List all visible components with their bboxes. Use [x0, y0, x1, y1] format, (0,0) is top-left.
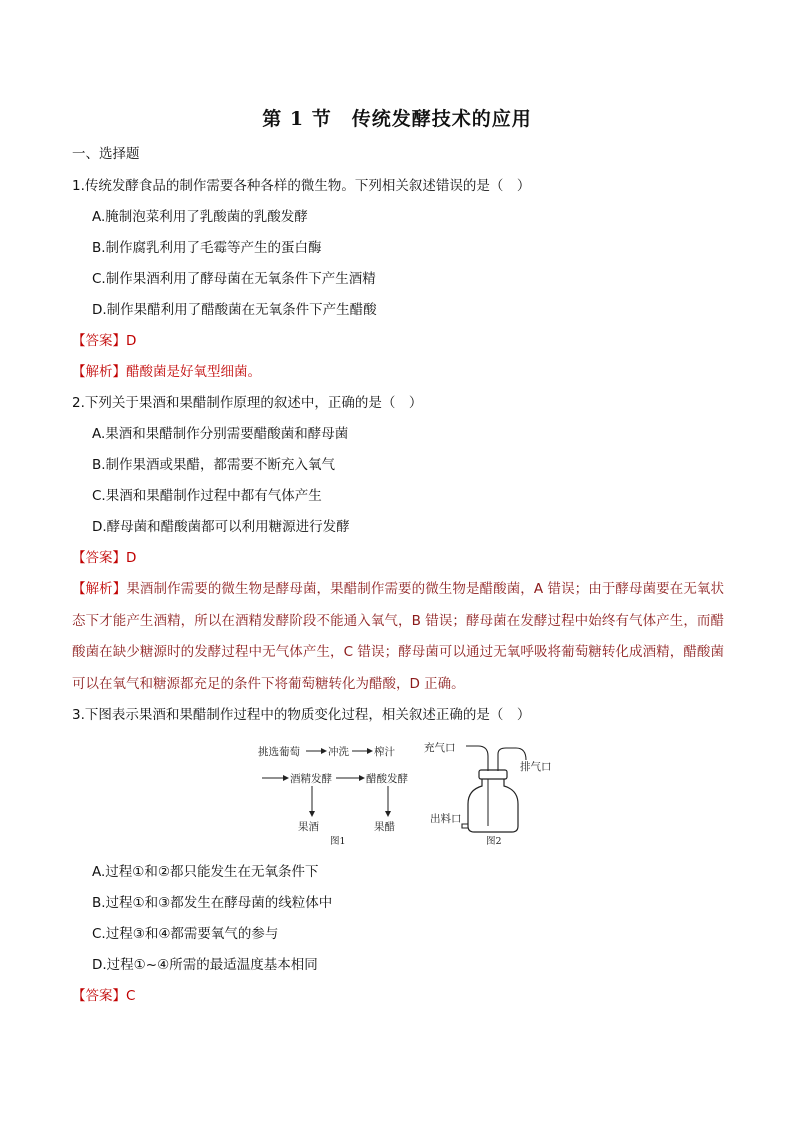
question-1-option-b: B.制作腐乳利用了毛霉等产生的蛋白酶 [92, 240, 322, 256]
analysis-tag: 【解析】 [72, 581, 127, 597]
question-2-option-c: C.果酒和果醋制作过程中都有气体产生 [92, 488, 322, 504]
question-3-option-d: D.过程①~④所需的最适温度基本相同 [92, 957, 318, 973]
question-2-option-b: B.制作果酒或果醋，都需要不断充入氧气 [92, 457, 336, 473]
answer-tag: 【答案】 [72, 550, 126, 566]
question-1-option-c: C.制作果酒利用了酵母菌在无氧条件下产生酒精 [92, 271, 376, 287]
question-1-analysis [72, 362, 261, 382]
label-air-inlet: 充气口 [424, 742, 456, 754]
flow-step-acetic-fermentation: 醋酸发酵 [366, 773, 408, 785]
answer-value: D [126, 550, 137, 566]
answer-value: C [126, 988, 136, 1004]
inlet-tube [466, 746, 488, 771]
question-3-figure [254, 738, 554, 850]
product-wine: 果酒 [298, 821, 319, 833]
bottle-stopper [479, 770, 507, 779]
flow-step-juice: 榨汁 [374, 746, 395, 758]
outlet-spout [462, 824, 468, 828]
answer-tag: 【答案】 [72, 988, 126, 1004]
question-1-answer [72, 331, 136, 351]
question-2-stem: 2.下列关于果酒和果醋制作原理的叙述中，正确的是（ ） [72, 395, 423, 411]
analysis-tag: 【解析】 [72, 364, 126, 380]
question-3-answer [72, 986, 135, 1006]
product-vinegar: 果醋 [374, 821, 395, 833]
question-3-stem: 3.下图表示果酒和果醋制作过程中的物质变化过程，相关叙述正确的是（ ） [72, 707, 531, 723]
answer-value: D [126, 333, 137, 349]
question-1-stem: 1.传统发酵食品的制作需要各种各样的微生物。下列相关叙述错误的是（ ） [72, 178, 531, 194]
question-3-option-c: C.过程③和④都需要氧气的参与 [92, 926, 279, 942]
question-1-option-a: A.腌制泡菜利用了乳酸菌的乳酸发酵 [92, 209, 308, 225]
flow-step-wash: 冲洗 [328, 746, 349, 758]
figure-2-caption: 图2 [486, 836, 502, 847]
section-heading: 一、选择题 [72, 146, 140, 162]
question-3-option-a: A.过程①和②都只能发生在无氧条件下 [92, 864, 319, 880]
answer-tag: 【答案】 [72, 333, 126, 349]
bottle-body [468, 778, 518, 832]
question-3-option-b: B.过程①和③都发生在酵母菌的线粒体中 [92, 895, 333, 911]
figure-2-fermentation-bottle [424, 741, 552, 847]
question-1-option-d: D.制作果醋利用了醋酸菌在无氧条件下产生醋酸 [92, 302, 377, 318]
label-outlet: 出料口 [430, 813, 462, 825]
flow-step-select: 挑选葡萄 [258, 746, 300, 758]
analysis-text: 果酒制作需要的微生物是酵母菌，果醋制作需要的微生物是醋酸菌，A 错误；由于酵母菌要在无氧状态下才能产生酒精，所以在酒精发酵阶段不能通入氧气，B 错误；酵母菌在发酵过程中始终有气体产生，而醋酸菌在缺少糖源时的发酵过程中无气体产生，C 错误；酵母菌可以通过无氧呼吸将葡萄糖转化成酒精，醋酸菌可以在氧气和糖源都充足的条件下将葡萄糖转化为醋酸，D 正确。 [72, 581, 724, 692]
question-2-answer [72, 548, 136, 568]
flow-step-alcohol-fermentation: 酒精发酵 [290, 773, 332, 785]
figure-1-caption: 图1 [330, 836, 346, 847]
label-exhaust: 排气口 [520, 761, 552, 773]
figure-1-flow-diagram [258, 745, 408, 847]
page-title: 第 1 节 传统发酵技术的应用 [262, 108, 532, 130]
analysis-text: 醋酸菌是好氧型细菌。 [126, 364, 261, 380]
question-2-option-d: D.酵母菌和醋酸菌都可以利用糖源进行发酵 [92, 519, 350, 535]
question-2-analysis [72, 574, 724, 700]
question-2-option-a: A.果酒和果醋制作分别需要醋酸菌和酵母菌 [92, 426, 349, 442]
